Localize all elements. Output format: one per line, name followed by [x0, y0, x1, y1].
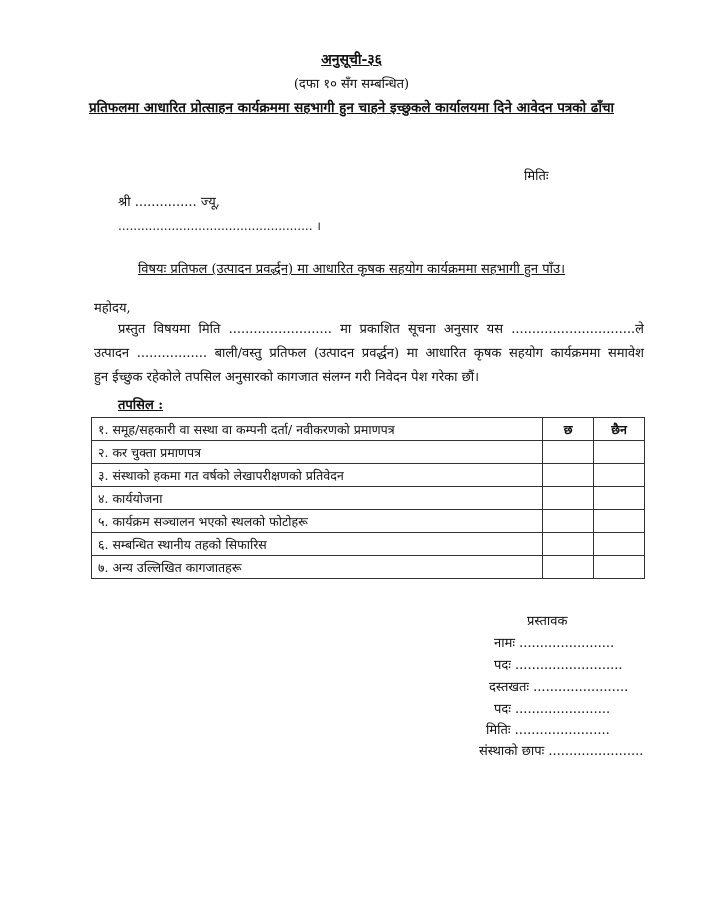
checklist-item: ४. कार्ययोजना [92, 487, 543, 510]
checkbox-cell-no[interactable] [594, 464, 645, 487]
subject-text: विषयः प्रतिफल (उत्पादन प्रवर्द्धन) मा आधारित कृषक सहयोग कार्यक्रममा सहभागी हुन पाँउ। [137, 262, 566, 277]
address-line: ................................................... । [118, 219, 321, 233]
checkbox-cell-no[interactable] [594, 533, 645, 556]
signature-line: दस्तखतः ....................... [489, 680, 629, 695]
checklist-item: ३. संस्थाको हकमा गत वर्षको लेखापरीक्षणको प्रतिवेदन [92, 464, 543, 487]
checklist-item: १. समूह/सहकारी वा सस्था वा कम्पनी दर्ता/ नवीकरणको प्रमाणपत्र [92, 418, 543, 441]
checklist-item: ५. कार्यक्रम सञ्चालन भएको स्थलको फोटोहरू [92, 510, 543, 533]
signature-name-line: नामः ....................... [494, 636, 615, 651]
subject-line [0, 259, 703, 277]
details-heading: तपसिल : [118, 398, 164, 413]
proposer-label: प्रस्तावक [527, 614, 568, 629]
table-row [92, 556, 645, 579]
checkbox-cell-yes[interactable] [543, 510, 594, 533]
checklist-item: ६. सम्बन्धित स्थानीय तहको सिफारिस [92, 533, 543, 556]
checklist-item: ७. अन्य उल्लिखित कागजातहरू [92, 556, 543, 579]
column-header-no: छैन [594, 418, 645, 441]
salutation: महोदय, [94, 301, 131, 316]
body-line-2: उत्पादन ................. बाली/वस्तु प्रतिफल (उत्पादन प्रवर्द्धन) मा आधारित कृषक सहयोग कार्यक्रममा समावेश [94, 346, 644, 361]
schedule-title: अनुसूची-३६ [321, 52, 382, 68]
checkbox-cell-no[interactable] [594, 556, 645, 579]
table-row [92, 487, 645, 510]
checkbox-cell-no[interactable] [594, 441, 645, 464]
body-line-1: प्रस्तुत विषयमा मिति ......................... मा प्रकाशित सूचना अनुसार यस ..............................ले [118, 322, 644, 337]
checkbox-cell-yes[interactable] [543, 441, 594, 464]
section-reference: (दफा १० सँग सम्बन्धित) [293, 77, 410, 92]
column-header-yes: छ [543, 418, 594, 441]
table-row [92, 510, 645, 533]
checkbox-cell-yes[interactable] [543, 487, 594, 510]
checkbox-cell-yes[interactable] [543, 464, 594, 487]
table-row [92, 418, 645, 441]
checkbox-cell-no[interactable] [594, 487, 645, 510]
signature-post-line: पदः .......................... [494, 658, 623, 673]
table-row [92, 533, 645, 556]
signature-date-line: मितिः ....................... [486, 723, 610, 738]
signature-post-line-2: पदः ....................... [494, 702, 611, 717]
addressee-line: श्री ............... ज्यू, [118, 195, 220, 210]
form-title: प्रतिफलमा आधारित प्रोत्साहन कार्यक्रममा सहभागी हुन चाहने इच्छुकले कार्यालयमा दिने आवेदन पत्रको ढाँचा [88, 100, 615, 116]
checklist-item: २. कर चुक्ता प्रमाणपत्र [92, 441, 543, 464]
organization-stamp-line: संस्थाको छापः ....................... [479, 744, 644, 759]
checkbox-cell-yes[interactable] [543, 556, 594, 579]
table-row [92, 464, 645, 487]
table-row [92, 441, 645, 464]
body-line-3: हुन ईच्छुक रहेकोले तपसिल अनुसारको कागजात संलग्न गरी निवेदन पेश गरेका छौं। [94, 370, 480, 385]
date-line: मितिः [524, 169, 549, 184]
documents-checklist-table [91, 417, 645, 579]
checkbox-cell-no[interactable] [594, 510, 645, 533]
checkbox-cell-yes[interactable] [543, 533, 594, 556]
